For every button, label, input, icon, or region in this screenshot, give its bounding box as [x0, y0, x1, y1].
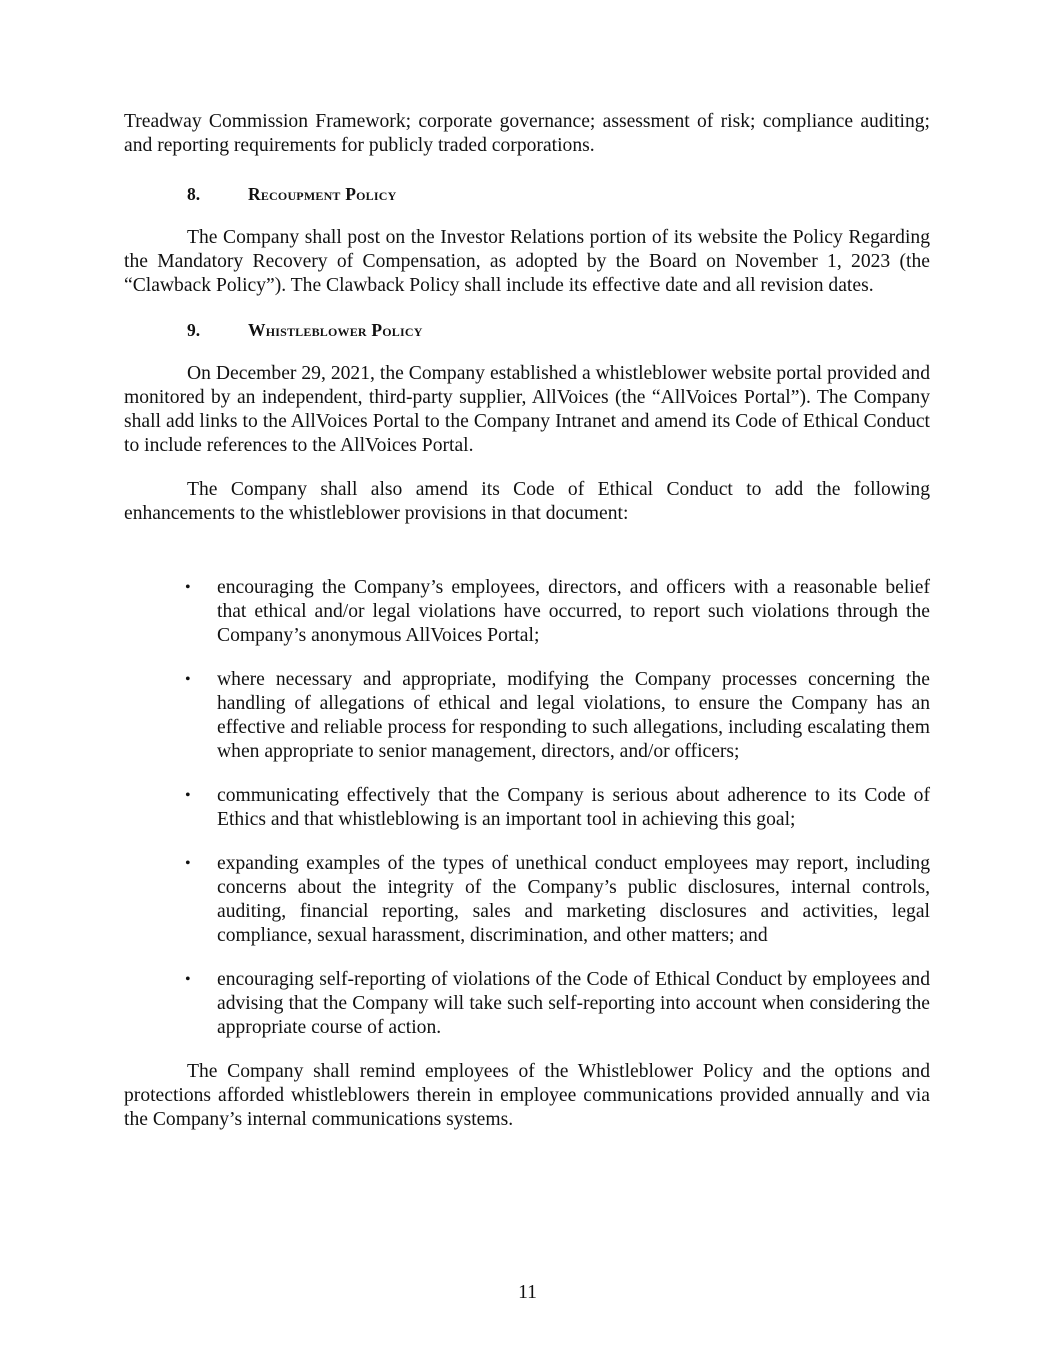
intro-paragraph: Treadway Commission Framework; corporate governance; assessment of risk; compliance auditing; and reporting requirements for publicly traded corporations.: [124, 111, 930, 156]
section-heading-whistleblower: [124, 318, 930, 342]
bullet-icon: •: [185, 971, 191, 988]
section-title: Whistleblower Policy: [248, 320, 423, 340]
list-item-text: communicating effectively that the Company is serious about adherence to its Code of Ethics and that whistleblowing is an important tool in achieving this goal;: [217, 785, 930, 830]
recoupment-paragraph: The Company shall post on the Investor Relations portion of its website the Policy Regarding the Mandatory Recovery of Compensation, as adopted by the Board on November 1, 2023 (the “Clawback Policy”). The Clawback Policy shall include its effective date and all revision dates.: [124, 227, 930, 296]
whistleblower-closing-paragraph: The Company shall remind employees of the Whistleblower Policy and the options and protections afforded whistleblowers therein in employee communications provided annually and via the Company’s internal communications systems.: [124, 1061, 930, 1130]
bullet-icon: •: [185, 855, 191, 872]
enhancements-list: [124, 576, 930, 1040]
list-item-text: encouraging self-reporting of violations of the Code of Ethical Conduct by employees and advising that the Company will take such self-reporting into account when considering the appropriate course of action.: [217, 969, 930, 1038]
document-page: [124, 110, 930, 1132]
list-item: [124, 784, 930, 832]
section-title: Recoupment Policy: [248, 184, 397, 204]
whistleblower-paragraph-1: On December 29, 2021, the Company established a whistleblower website portal provided and monitored by an independent, third-party supplier, AllVoices (the “AllVoices Portal”). The Company shall add links to the AllVoices Portal to the Company Intranet and amend its Code of Ethical Conduct to include references to the AllVoices Portal.: [124, 363, 930, 456]
list-item: [124, 668, 930, 764]
section-number: 8.: [187, 184, 201, 204]
page-number: 11: [518, 1282, 537, 1303]
bullet-icon: •: [185, 579, 191, 596]
list-item-text: where necessary and appropriate, modifying the Company processes concerning the handling of allegations of ethical and legal violations, to ensure the Company has an effective and reliable process for responding to such allegations, including escalating them when appropriate to senior management, directors, and/or officers;: [217, 669, 930, 762]
list-item-text: expanding examples of the types of unethical conduct employees may report, including concerns about the integrity of the Company’s public disclosures, internal controls, auditing, financial reporting, sales and marketing disclosures and activities, legal compliance, sexual harassment, discrimination, and other matters; and: [217, 853, 930, 946]
section-heading-recoupment: [124, 182, 930, 206]
section-number: 9.: [187, 320, 201, 340]
whistleblower-paragraph-2: The Company shall also amend its Code of Ethical Conduct to add the following enhancements to the whistleblower provisions in that document:: [124, 479, 930, 524]
list-item: [124, 576, 930, 648]
list-item: [124, 852, 930, 948]
list-item-text: encouraging the Company’s employees, directors, and officers with a reasonable belief that ethical and/or legal violations have occurred, to report such violations through the Company’s anonymous AllVoices Portal;: [217, 577, 930, 646]
list-item: [124, 968, 930, 1040]
bullet-icon: •: [185, 787, 191, 804]
bullet-icon: •: [185, 671, 191, 688]
